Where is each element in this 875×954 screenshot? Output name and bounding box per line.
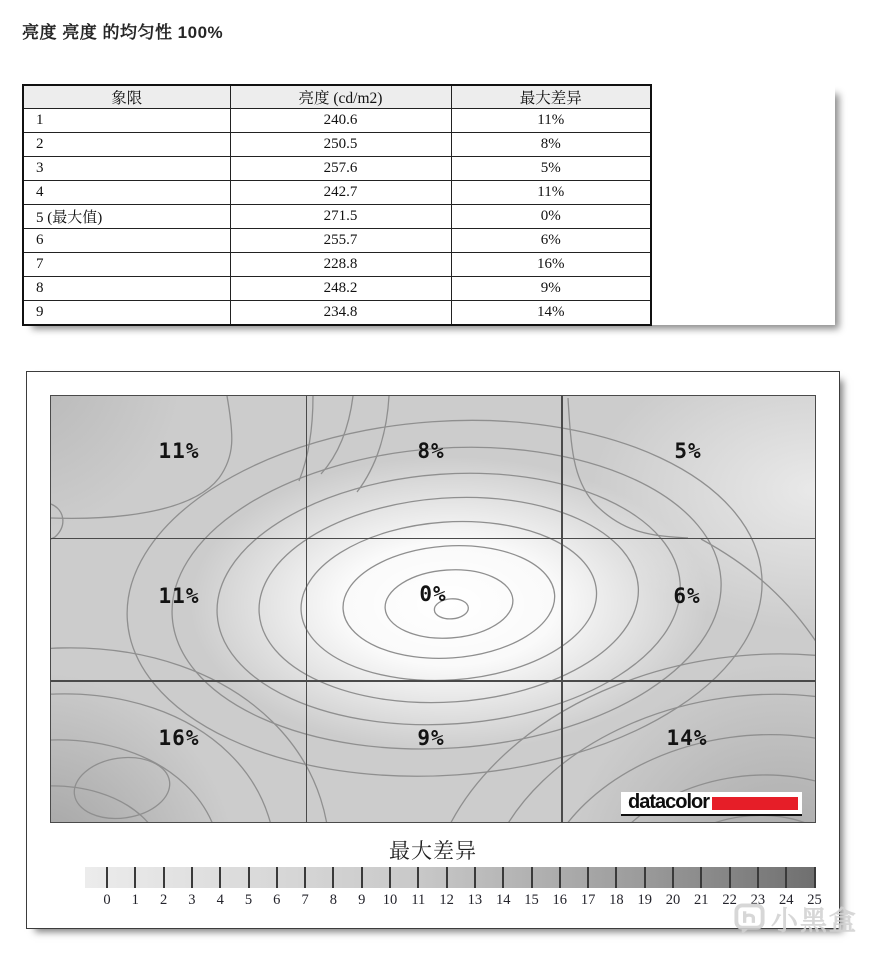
table-cell: 14% [451,301,651,325]
colorbar-tick-label: 6 [273,892,281,908]
colorbar-tick [417,867,419,888]
colorbar-tick [361,867,363,888]
table-cell: 11% [451,109,651,133]
col-header-luminance: 亮度 (cd/m2) [230,85,451,109]
table-row [23,253,651,277]
table-cell: 228.8 [230,253,451,277]
colorbar-tick-label: 7 [301,892,309,908]
table-cell: 242.7 [230,181,451,205]
colorbar-tick-label: 21 [694,892,709,908]
table-header-row [23,85,651,109]
table-cell: 2 [23,133,230,157]
table-row [23,181,651,205]
table-cell: 8 [23,277,230,301]
table-cell: 5 (最大值) [23,205,230,229]
table-row [23,157,651,181]
colorbar-tick-label: 16 [552,892,568,908]
colorbar-tick-label: 24 [778,892,794,908]
colorbar-tick-label: 4 [216,892,224,908]
cell-label-r1c1: 0% [419,582,447,606]
table-cell: 9 [23,301,230,325]
table-cell: 248.2 [230,277,451,301]
cell-label-r2c2: 14% [666,726,708,750]
table-cell: 8% [451,133,651,157]
table-cell: 1 [23,109,230,133]
contour-map [50,395,816,823]
colorbar-tick-label: 19 [637,892,652,908]
table-row [23,133,651,157]
colorbar-tick [644,867,646,888]
colorbar-tick-label: 11 [411,892,426,908]
colorbar-tick-label: 15 [524,892,539,908]
colorbar-tick [219,867,221,888]
table-cell: 4 [23,181,230,205]
colorbar-tick [446,867,448,888]
watermark [733,899,858,938]
colorbar-tick-label: 17 [580,892,596,908]
colorbar-tick [729,867,731,888]
uniformity-table [22,84,652,326]
cell-label-r2c1: 9% [417,726,445,750]
colorbar-tick [785,867,787,888]
table-row [23,301,651,325]
colorbar-tick [276,867,278,888]
colorbar-tick-label: 13 [467,892,483,908]
cell-label-r1c2: 6% [673,584,701,608]
uniformity-contour-panel [26,371,840,929]
colorbar-tick-label: 20 [665,892,681,908]
table-cell: 11% [451,181,651,205]
uniformity-table-card [22,84,835,325]
colorbar-tick-label: 1 [131,892,139,908]
colorbar-tick-label: 10 [382,892,398,908]
table-cell: 234.8 [230,301,451,325]
table-cell: 255.7 [230,229,451,253]
cell-label-r2c0: 16% [158,726,200,750]
table-cell: 3 [23,157,230,181]
table-cell: 257.6 [230,157,451,181]
colorbar-tick-label: 22 [722,892,737,908]
colorbar-tick [672,867,674,888]
datacolor-logo-redbar [712,797,798,810]
watermark-text: 小黑盒 [771,906,858,936]
colorbar-tick [332,867,334,888]
table-cell: 7 [23,253,230,277]
table-row [23,205,651,229]
colorbar-tick-label: 3 [188,892,196,908]
table-cell: 271.5 [230,205,451,229]
colorbar-title: 最大差异 [389,839,477,863]
colorbar-tick [814,867,816,888]
colorbar-tick [248,867,250,888]
colorbar-tick [531,867,533,888]
colorbar-tick [163,867,165,888]
table-row [23,109,651,133]
colorbar-tick [389,867,391,888]
colorbar-tick-label: 18 [609,892,624,908]
page-title: 亮度 亮度 的均匀性 100% [22,23,224,42]
grid-vline-1 [306,396,308,822]
colorbar-tick [587,867,589,888]
table-cell: 16% [451,253,651,277]
cell-label-r1c0: 11% [158,584,200,608]
colorbar-tick-label: 23 [750,892,766,908]
table-cell: 6% [451,229,651,253]
colorbar-tick-label: 2 [159,892,168,908]
table-cell: 9% [451,277,651,301]
colorbar-tick-label: 12 [439,892,454,908]
grid-hline-1 [51,538,815,540]
cell-label-r0c1: 8% [417,439,445,463]
table-row [23,277,651,301]
colorbar-tick [700,867,702,888]
colorbar-tick-label: 14 [495,892,511,908]
grid-hline-2 [51,680,815,682]
col-header-quadrant: 象限 [23,85,230,109]
colorbar-scale-labels [85,892,822,908]
col-header-maxdiff: 最大差异 [451,85,651,109]
colorbar-tick-label: 9 [358,892,366,908]
colorbar-tick [106,867,108,888]
colorbar-tick-label: 5 [244,892,253,908]
colorbar-tick [615,867,617,888]
table-cell: 240.6 [230,109,451,133]
heybox-watermark-icon [733,902,766,935]
colorbar-tick [559,867,561,888]
colorbar-tick [502,867,504,888]
colorbar-tick-label: 0 [103,892,111,908]
datacolor-logo-text: datacolor [628,791,710,813]
grid-vline-2 [561,396,563,822]
colorbar-tick [757,867,759,888]
colorbar-tick [474,867,476,888]
datacolor-logo [621,792,802,816]
table-cell: 250.5 [230,133,451,157]
colorbar-gradient [85,867,816,888]
table-cell: 0% [451,205,651,229]
colorbar-tick [304,867,306,888]
colorbar-tick-label: 25 [807,892,822,908]
table-cell: 5% [451,157,651,181]
cell-label-r0c2: 5% [674,439,702,463]
table-cell: 6 [23,229,230,253]
colorbar-tick [134,867,136,888]
colorbar-tick [191,867,193,888]
cell-label-r0c0: 11% [158,439,200,463]
table-row [23,229,651,253]
colorbar-tick-label: 8 [329,892,338,908]
